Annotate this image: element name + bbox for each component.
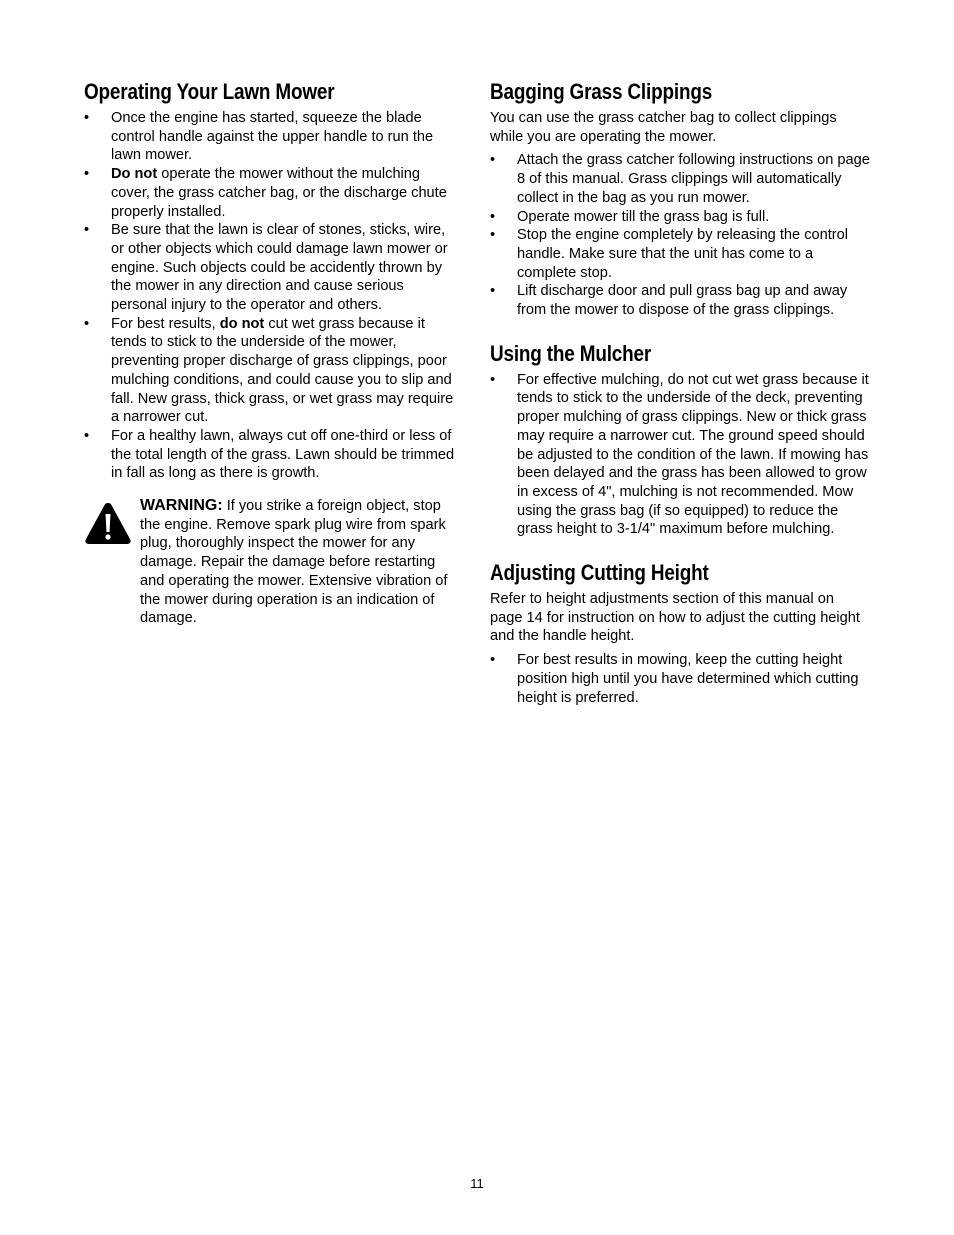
list-item: • Operate mower till the grass bag is full. xyxy=(490,208,870,227)
section-title-mulcher: Using the Mulcher xyxy=(490,340,652,366)
list-item: • Attach the grass catcher following instructions on page 8 of this manual. Grass clippings will automatically collect in the bag as you run mower. xyxy=(490,151,870,207)
warning-label: WARNING: xyxy=(140,497,223,515)
list-item: • For best results, do not cut wet grass because it tends to stick to the underside of the mower, preventing proper discharge of grass clippings, poor mulching conditions, and could cause you to slip and fall. New grass, thick grass, or wet grass may require a narrower cut. xyxy=(84,315,462,427)
list-item: • For a healthy lawn, always cut off one-third or less of the total length of the grass. Lawn should be trimmed in fall as long as there is growth. xyxy=(84,427,462,483)
left-column xyxy=(84,78,462,628)
warning-block xyxy=(84,497,462,628)
page-number: 11 xyxy=(470,1176,484,1191)
section-title-height: Adjusting Cutting Height xyxy=(490,560,709,586)
mulcher-list xyxy=(490,371,870,539)
right-column xyxy=(490,78,870,707)
section-title-operating: Operating Your Lawn Mower xyxy=(84,79,335,104)
bagging-list xyxy=(490,151,870,319)
list-item: • For effective mulching, do not cut wet grass because it tends to stick to the underside of the deck, preventing proper mulching of grass clippings. New or thick grass may require a narrower cut. The ground speed should be adjusted to the condition of the lawn. If mowing has been delayed and the grass has been allowed to grow in excess of 4", mulching is not recommended. Mow using the grass bag (if so equipped) to reduce the grass height to 3-1/4" maximum before mulching. xyxy=(490,371,870,539)
operating-list xyxy=(84,109,462,483)
section-title-bagging: Bagging Grass Clippings xyxy=(490,79,713,104)
warning-triangle-icon xyxy=(84,501,132,545)
list-item: • Stop the engine completely by releasing the control handle. Make sure that the unit has come to a complete stop. xyxy=(490,226,870,282)
warning-text: WARNING: If you strike a foreign object, stop the engine. Remove spark plug wire from spark plug, thoroughly inspect the mower for any damage. Repair the damage before restarting and operating the mower. Extensive vibration of the mower during operation is an indication of damage. xyxy=(140,497,448,627)
bagging-intro: You can use the grass catcher bag to collect clippings while you are operating the mower. xyxy=(490,110,837,145)
list-item: • Lift discharge door and pull grass bag up and away from the mower to dispose of the grass clippings. xyxy=(490,282,870,319)
list-item: • For best results in mowing, keep the cutting height position high until you have determined which cutting height is preferred. xyxy=(490,651,870,707)
list-item: • Once the engine has started, squeeze the blade control handle against the upper handle to run the lawn mower. xyxy=(84,109,462,165)
height-intro: Refer to height adjustments section of this manual on page 14 for instruction on how to adjust the cutting height and the handle height. xyxy=(490,591,860,645)
list-item: • Be sure that the lawn is clear of stones, sticks, wire, or other objects which could damage lawn mower or engine. Such objects could be accidently thrown by the mower in any direction and cause serious personal injury to the operator and others. xyxy=(84,221,462,315)
list-item: • Do not operate the mower without the mulching cover, the grass catcher bag, or the discharge chute properly installed. xyxy=(84,165,462,221)
height-list xyxy=(490,651,870,707)
